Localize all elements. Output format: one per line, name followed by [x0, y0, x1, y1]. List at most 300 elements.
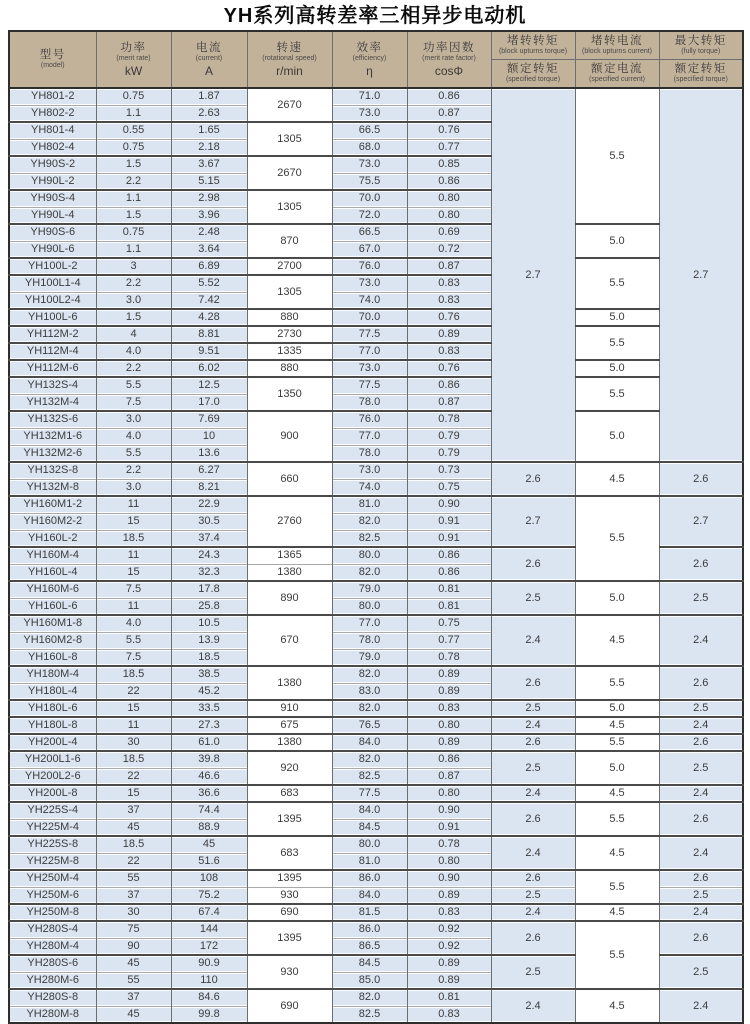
model-cell: YH200L-4 [9, 734, 96, 751]
power-cell: 2.2 [96, 275, 171, 292]
current-cell: 6.02 [171, 360, 247, 377]
speed-cell: 660 [247, 462, 332, 496]
speed-cell: 2760 [247, 496, 332, 547]
table-row [9, 377, 743, 394]
efficiency-cell: 76.5 [332, 717, 407, 734]
col-sublabel: (block upturns torque) [498, 48, 568, 55]
power-factor-cell: 0.69 [407, 224, 491, 241]
locked-rotor-current-ratio-cell: 5.0 [575, 700, 659, 717]
power-factor-cell: 0.87 [407, 394, 491, 411]
model-cell: YH160M2-2 [9, 513, 96, 530]
power-factor-cell: 0.75 [407, 615, 491, 632]
power-factor-cell: 0.92 [407, 938, 491, 955]
power-cell: 37 [96, 989, 171, 1006]
efficiency-cell: 82.0 [332, 513, 407, 530]
power-factor-cell: 0.77 [407, 139, 491, 156]
power-cell: 15 [96, 700, 171, 717]
locked-rotor-torque-ratio-cell: 2.6 [491, 870, 575, 887]
locked-rotor-current-ratio-cell: 5.5 [575, 88, 659, 224]
efficiency-cell: 74.0 [332, 479, 407, 496]
speed-cell: 683 [247, 836, 332, 870]
speed-cell: 880 [247, 309, 332, 326]
power-factor-cell: 0.86 [407, 564, 491, 581]
model-cell: YH280S-8 [9, 989, 96, 1006]
locked-rotor-current-ratio-cell: 5.0 [575, 360, 659, 377]
power-factor-cell: 0.86 [407, 547, 491, 564]
table-row [9, 921, 743, 938]
efficiency-cell: 82.5 [332, 768, 407, 785]
col-sublabel: (block upturns current) [581, 48, 653, 55]
current-cell: 90.9 [171, 955, 247, 972]
power-cell: 75 [96, 921, 171, 938]
model-cell: YH112M-2 [9, 326, 96, 343]
power-cell: 1.1 [96, 105, 171, 122]
current-cell: 45 [171, 836, 247, 853]
model-cell: YH160L-4 [9, 564, 96, 581]
power-factor-cell: 0.73 [407, 462, 491, 479]
col-header-efficiency [332, 31, 407, 88]
model-cell: YH225S-4 [9, 802, 96, 819]
speed-cell: 690 [247, 989, 332, 1023]
current-cell: 110 [171, 972, 247, 989]
power-factor-cell: 0.86 [407, 173, 491, 190]
power-cell: 5.5 [96, 632, 171, 649]
locked-rotor-torque-ratio-cell: 2.7 [491, 88, 575, 462]
max-torque-ratio-cell: 2.6 [659, 666, 743, 700]
current-cell: 3.64 [171, 241, 247, 258]
speed-cell: 890 [247, 581, 332, 615]
power-cell: 55 [96, 972, 171, 989]
power-cell: 90 [96, 938, 171, 955]
col-label: 额定电流 [591, 63, 643, 75]
col-unit: r/min [276, 63, 303, 78]
locked-rotor-current-ratio-cell: 4.5 [575, 717, 659, 734]
power-cell: 18.5 [96, 530, 171, 547]
current-cell: 108 [171, 870, 247, 887]
efficiency-cell: 77.5 [332, 785, 407, 802]
efficiency-cell: 73.0 [332, 156, 407, 173]
current-cell: 4.28 [171, 309, 247, 326]
max-torque-ratio-cell: 2.7 [659, 88, 743, 462]
speed-cell: 2670 [247, 88, 332, 122]
efficiency-cell: 77.0 [332, 428, 407, 445]
power-cell: 2.2 [96, 173, 171, 190]
efficiency-cell: 81.5 [332, 904, 407, 921]
locked-rotor-current-ratio-cell: 4.5 [575, 836, 659, 870]
model-cell: YH132M2-6 [9, 445, 96, 462]
locked-rotor-torque-ratio-cell: 2.5 [491, 751, 575, 785]
table-row [9, 326, 743, 343]
locked-rotor-current-ratio-cell: 5.0 [575, 309, 659, 326]
table-row [9, 462, 743, 479]
power-cell: 4 [96, 326, 171, 343]
power-cell: 15 [96, 564, 171, 581]
current-cell: 5.15 [171, 173, 247, 190]
locked-rotor-current-ratio-cell: 5.5 [575, 870, 659, 904]
current-cell: 75.2 [171, 887, 247, 904]
current-cell: 2.48 [171, 224, 247, 241]
locked-rotor-torque-ratio-cell: 2.4 [491, 717, 575, 734]
locked-rotor-current-ratio-cell: 5.5 [575, 802, 659, 836]
efficiency-cell: 84.5 [332, 955, 407, 972]
power-factor-cell: 0.90 [407, 802, 491, 819]
col-sublabel: (specified torque) [673, 76, 728, 83]
power-factor-cell: 0.81 [407, 598, 491, 615]
table-row [9, 870, 743, 887]
power-cell: 3.0 [96, 479, 171, 496]
efficiency-cell: 80.0 [332, 598, 407, 615]
efficiency-cell: 84.0 [332, 734, 407, 751]
locked-rotor-torque-ratio-cell: 2.6 [491, 734, 575, 751]
current-cell: 2.98 [171, 190, 247, 207]
col-label: 功率因数 [423, 41, 475, 54]
model-cell: YH100L-6 [9, 309, 96, 326]
power-factor-cell: 0.78 [407, 649, 491, 666]
max-torque-ratio-cell: 2.4 [659, 904, 743, 921]
model-cell: YH802-4 [9, 139, 96, 156]
efficiency-cell: 79.0 [332, 581, 407, 598]
efficiency-cell: 67.0 [332, 241, 407, 258]
model-cell: YH225M-4 [9, 819, 96, 836]
power-cell: 1.5 [96, 156, 171, 173]
speed-cell: 2670 [247, 156, 332, 190]
power-factor-cell: 0.89 [407, 955, 491, 972]
efficiency-cell: 83.0 [332, 683, 407, 700]
power-factor-cell: 0.83 [407, 1006, 491, 1023]
efficiency-cell: 76.0 [332, 258, 407, 275]
model-cell: YH90S-2 [9, 156, 96, 173]
power-cell: 18.5 [96, 751, 171, 768]
max-torque-ratio-cell: 2.6 [659, 870, 743, 887]
current-cell: 10 [171, 428, 247, 445]
efficiency-cell: 77.5 [332, 326, 407, 343]
efficiency-cell: 78.0 [332, 445, 407, 462]
locked-rotor-torque-ratio-cell: 2.4 [491, 785, 575, 802]
power-factor-cell: 0.86 [407, 88, 491, 105]
current-cell: 30.5 [171, 513, 247, 530]
current-cell: 27.3 [171, 717, 247, 734]
current-cell: 84.6 [171, 989, 247, 1006]
speed-cell: 1305 [247, 122, 332, 156]
power-cell: 1.5 [96, 309, 171, 326]
speed-cell: 690 [247, 904, 332, 921]
model-cell: YH280S-4 [9, 921, 96, 938]
locked-rotor-torque-ratio-cell: 2.4 [491, 615, 575, 666]
model-cell: YH160M2-8 [9, 632, 96, 649]
table-row [9, 802, 743, 819]
current-cell: 172 [171, 938, 247, 955]
current-cell: 51.6 [171, 853, 247, 870]
power-cell: 18.5 [96, 836, 171, 853]
model-cell: YH250M-4 [9, 870, 96, 887]
max-torque-ratio-cell: 2.4 [659, 785, 743, 802]
power-factor-cell: 0.89 [407, 326, 491, 343]
current-cell: 38.5 [171, 666, 247, 683]
power-factor-cell: 0.92 [407, 921, 491, 938]
power-factor-cell: 0.80 [407, 190, 491, 207]
model-cell: YH160L-2 [9, 530, 96, 547]
efficiency-cell: 74.0 [332, 292, 407, 309]
power-cell: 45 [96, 819, 171, 836]
col-sublabel: (model) [40, 62, 65, 69]
current-cell: 17.8 [171, 581, 247, 598]
efficiency-cell: 84.5 [332, 819, 407, 836]
current-cell: 12.5 [171, 377, 247, 394]
power-factor-cell: 0.76 [407, 122, 491, 139]
model-cell: YH802-2 [9, 105, 96, 122]
power-factor-cell: 0.90 [407, 870, 491, 887]
model-cell: YH112M-6 [9, 360, 96, 377]
speed-cell: 1380 [247, 564, 332, 581]
model-cell: YH250M-6 [9, 887, 96, 904]
efficiency-cell: 79.0 [332, 649, 407, 666]
power-factor-cell: 0.76 [407, 360, 491, 377]
locked-rotor-torque-ratio-cell: 2.4 [491, 836, 575, 870]
col-label: 最大转矩 [674, 35, 727, 47]
speed-cell: 1335 [247, 343, 332, 360]
max-torque-ratio-cell: 2.6 [659, 734, 743, 751]
speed-cell: 920 [247, 751, 332, 785]
col-unit: A [204, 63, 213, 78]
power-cell: 0.55 [96, 122, 171, 139]
col-header-max-torque-ratio [659, 31, 743, 88]
speed-cell: 683 [247, 785, 332, 802]
current-cell: 13.9 [171, 632, 247, 649]
efficiency-cell: 76.0 [332, 411, 407, 428]
current-cell: 144 [171, 921, 247, 938]
max-torque-ratio-cell: 2.5 [659, 581, 743, 615]
efficiency-cell: 80.0 [332, 836, 407, 853]
speed-cell: 1395 [247, 870, 332, 887]
model-cell: YH90L-2 [9, 173, 96, 190]
model-cell: YH160L-6 [9, 598, 96, 615]
col-unit: kW [124, 63, 143, 78]
speed-cell: 1350 [247, 377, 332, 411]
power-cell: 55 [96, 870, 171, 887]
power-cell: 0.75 [96, 88, 171, 105]
efficiency-cell: 73.0 [332, 360, 407, 377]
current-cell: 22.9 [171, 496, 247, 513]
efficiency-cell: 66.5 [332, 224, 407, 241]
current-cell: 2.63 [171, 105, 247, 122]
locked-rotor-current-ratio-cell: 5.5 [575, 734, 659, 751]
power-factor-cell: 0.89 [407, 666, 491, 683]
current-cell: 8.21 [171, 479, 247, 496]
power-factor-cell: 0.91 [407, 819, 491, 836]
col-label: 电流 [196, 41, 222, 54]
efficiency-cell: 73.0 [332, 105, 407, 122]
model-cell: YH180L-6 [9, 700, 96, 717]
power-factor-cell: 0.87 [407, 258, 491, 275]
model-cell: YH100L1-4 [9, 275, 96, 292]
model-cell: YH132S-8 [9, 462, 96, 479]
col-unit: η [366, 63, 373, 78]
efficiency-cell: 86.5 [332, 938, 407, 955]
power-factor-cell: 0.86 [407, 751, 491, 768]
model-cell: YH100L2-4 [9, 292, 96, 309]
power-factor-cell: 0.86 [407, 377, 491, 394]
locked-rotor-current-ratio-cell: 5.0 [575, 751, 659, 785]
col-label: 效率 [356, 41, 383, 54]
power-cell: 11 [96, 496, 171, 513]
model-cell: YH160M1-2 [9, 496, 96, 513]
efficiency-cell: 77.5 [332, 377, 407, 394]
model-cell: YH280M-6 [9, 972, 96, 989]
page-title: YH系列高转差率三相异步电动机 [223, 5, 527, 27]
current-cell: 37.4 [171, 530, 247, 547]
table-row [9, 717, 743, 734]
efficiency-cell: 73.0 [332, 275, 407, 292]
speed-cell: 675 [247, 717, 332, 734]
locked-rotor-torque-ratio-cell: 2.6 [491, 462, 575, 496]
model-cell: YH200L1-6 [9, 751, 96, 768]
max-torque-ratio-cell: 2.6 [659, 802, 743, 836]
power-factor-cell: 0.78 [407, 411, 491, 428]
efficiency-cell: 82.0 [332, 751, 407, 768]
model-cell: YH200L-8 [9, 785, 96, 802]
speed-cell: 1305 [247, 190, 332, 224]
efficiency-cell: 78.0 [332, 632, 407, 649]
power-cell: 11 [96, 717, 171, 734]
locked-rotor-current-ratio-cell: 4.5 [575, 462, 659, 496]
speed-cell: 1380 [247, 734, 332, 751]
power-factor-cell: 0.80 [407, 717, 491, 734]
power-cell: 7.5 [96, 394, 171, 411]
motor-spec-table [8, 30, 744, 1024]
table-row [9, 666, 743, 683]
current-cell: 45.2 [171, 683, 247, 700]
model-cell: YH132S-6 [9, 411, 96, 428]
power-factor-cell: 0.81 [407, 581, 491, 598]
model-cell: YH250M-8 [9, 904, 96, 921]
power-factor-cell: 0.80 [407, 853, 491, 870]
current-cell: 7.42 [171, 292, 247, 309]
col-label: 型号 [39, 49, 66, 61]
current-cell: 17.0 [171, 394, 247, 411]
efficiency-cell: 82.5 [332, 1006, 407, 1023]
power-cell: 3.0 [96, 292, 171, 309]
col-label: 额定转矩 [507, 63, 559, 75]
power-factor-cell: 0.83 [407, 700, 491, 717]
efficiency-cell: 77.0 [332, 343, 407, 360]
max-torque-ratio-cell: 2.4 [659, 836, 743, 870]
power-cell: 7.5 [96, 649, 171, 666]
col-unit: cosΦ [434, 63, 464, 78]
speed-cell: 1365 [247, 547, 332, 564]
efficiency-cell: 84.0 [332, 802, 407, 819]
model-cell: YH112M-4 [9, 343, 96, 360]
locked-rotor-current-ratio-cell: 5.5 [575, 377, 659, 411]
model-cell: YH132S-4 [9, 377, 96, 394]
model-cell: YH132M-4 [9, 394, 96, 411]
efficiency-cell: 86.0 [332, 870, 407, 887]
speed-cell: 870 [247, 224, 332, 258]
table-row [9, 989, 743, 1006]
efficiency-cell: 70.0 [332, 309, 407, 326]
power-factor-cell: 0.87 [407, 105, 491, 122]
current-cell: 8.81 [171, 326, 247, 343]
locked-rotor-torque-ratio-cell: 2.6 [491, 802, 575, 836]
model-cell: YH801-4 [9, 122, 96, 139]
max-torque-ratio-cell: 2.5 [659, 751, 743, 785]
current-cell: 25.8 [171, 598, 247, 615]
locked-rotor-torque-ratio-cell: 2.4 [491, 989, 575, 1023]
model-cell: YH801-2 [9, 88, 96, 105]
current-cell: 9.51 [171, 343, 247, 360]
col-label: 堵转电流 [591, 35, 643, 47]
efficiency-cell: 82.5 [332, 530, 407, 547]
efficiency-cell: 66.5 [332, 122, 407, 139]
model-cell: YH280M-8 [9, 1006, 96, 1023]
power-factor-cell: 0.75 [407, 479, 491, 496]
efficiency-cell: 78.0 [332, 394, 407, 411]
efficiency-cell: 72.0 [332, 207, 407, 224]
locked-rotor-current-ratio-cell: 5.5 [575, 666, 659, 700]
power-factor-cell: 0.89 [407, 887, 491, 904]
current-cell: 5.52 [171, 275, 247, 292]
power-cell: 22 [96, 768, 171, 785]
power-factor-cell: 0.79 [407, 445, 491, 462]
model-cell: YH160M-4 [9, 547, 96, 564]
current-cell: 74.4 [171, 802, 247, 819]
efficiency-cell: 73.0 [332, 462, 407, 479]
power-factor-cell: 0.90 [407, 496, 491, 513]
max-torque-ratio-cell: 2.4 [659, 717, 743, 734]
locked-rotor-torque-ratio-cell: 2.6 [491, 547, 575, 581]
efficiency-cell: 80.0 [332, 547, 407, 564]
col-header-locked-rotor-torque-ratio [491, 31, 575, 88]
table-row [9, 360, 743, 377]
efficiency-cell: 82.0 [332, 700, 407, 717]
speed-cell: 930 [247, 955, 332, 989]
locked-rotor-current-ratio-cell: 4.5 [575, 785, 659, 802]
max-torque-ratio-cell: 2.5 [659, 887, 743, 904]
model-cell: YH132M1-6 [9, 428, 96, 445]
current-cell: 1.87 [171, 88, 247, 105]
efficiency-cell: 82.0 [332, 564, 407, 581]
current-cell: 3.67 [171, 156, 247, 173]
col-header-speed [247, 31, 332, 88]
power-cell: 22 [96, 683, 171, 700]
speed-cell: 1305 [247, 275, 332, 309]
col-label: 额定转矩 [674, 63, 727, 75]
efficiency-cell: 86.0 [332, 921, 407, 938]
power-factor-cell: 0.79 [407, 428, 491, 445]
efficiency-cell: 70.0 [332, 190, 407, 207]
current-cell: 24.3 [171, 547, 247, 564]
efficiency-cell: 75.5 [332, 173, 407, 190]
power-cell: 0.75 [96, 139, 171, 156]
power-cell: 37 [96, 887, 171, 904]
col-header-current [171, 31, 247, 88]
table-row [9, 785, 743, 802]
current-cell: 99.8 [171, 1006, 247, 1023]
speed-cell: 670 [247, 615, 332, 666]
speed-cell: 1395 [247, 921, 332, 955]
efficiency-cell: 84.0 [332, 887, 407, 904]
locked-rotor-current-ratio-cell: 4.5 [575, 904, 659, 921]
model-cell: YH200L2-6 [9, 768, 96, 785]
locked-rotor-torque-ratio-cell: 2.5 [491, 581, 575, 615]
model-cell: YH160M-6 [9, 581, 96, 598]
current-cell: 61.0 [171, 734, 247, 751]
speed-cell: 2700 [247, 258, 332, 275]
current-cell: 7.69 [171, 411, 247, 428]
power-cell: 4.0 [96, 428, 171, 445]
power-factor-cell: 0.85 [407, 156, 491, 173]
power-factor-cell: 0.87 [407, 768, 491, 785]
table-row [9, 309, 743, 326]
